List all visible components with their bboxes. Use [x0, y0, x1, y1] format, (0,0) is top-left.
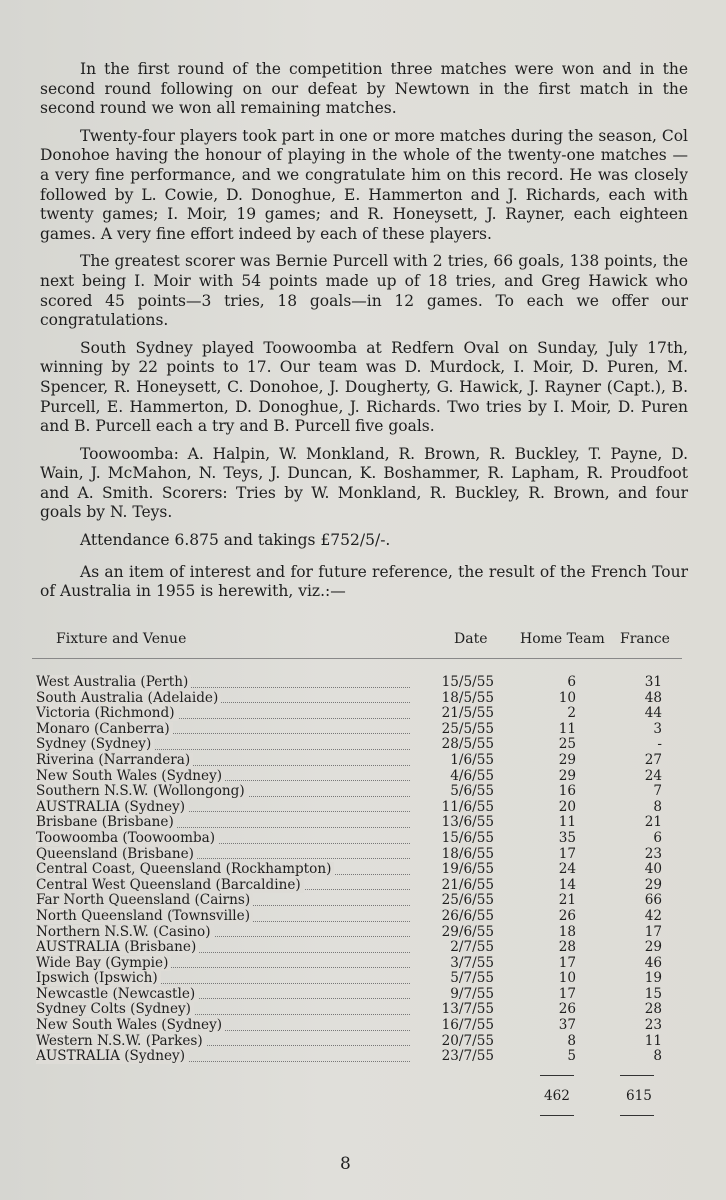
- fixture-name: Northern N.S.W. (Casino): [36, 925, 214, 940]
- home-score-cell: 10: [558, 689, 576, 706]
- fixture-cell: [36, 971, 410, 987]
- fixture-name: South Australia (Adelaide): [36, 691, 221, 706]
- home-score-cell: 8: [567, 1032, 576, 1049]
- home-score-cell: 17: [558, 845, 576, 862]
- france-score-cell: 23: [644, 845, 662, 862]
- fixture-name: Monaro (Canberra): [36, 722, 173, 737]
- table-row: [32, 675, 688, 691]
- date-cell: 29/6/55: [441, 923, 494, 940]
- paragraph: Attendance 6.875 and takings £752/5/-.: [80, 531, 391, 550]
- table-row: [32, 956, 688, 972]
- table-row: [32, 1034, 688, 1050]
- fixture-name: AUSTRALIA (Sydney): [36, 1049, 188, 1064]
- date-cell: 23/7/55: [441, 1048, 494, 1065]
- france-score-cell: 8: [653, 1048, 662, 1065]
- date-cell: 19/6/55: [441, 861, 494, 878]
- fixture-name: Sydney (Sydney): [36, 737, 154, 752]
- fixture-name: Ipswich (Ipswich): [36, 971, 161, 986]
- fixture-cell: [36, 769, 410, 785]
- fixture-name: Victoria (Richmond): [36, 706, 178, 721]
- fixture-name: Wide Bay (Gympie): [36, 956, 171, 971]
- table-row: [32, 847, 688, 863]
- header-home-team: Home Team: [520, 631, 605, 647]
- france-score-cell: 23: [644, 1017, 662, 1034]
- table-row: [32, 1002, 688, 1018]
- date-cell: 1/6/55: [450, 751, 494, 768]
- tour-results-table: [32, 632, 688, 1115]
- date-cell: 5/7/55: [450, 970, 494, 987]
- fixture-cell: [36, 815, 410, 831]
- header-fixture: Fixture and Venue: [56, 631, 187, 647]
- fixture-name: Southern N.S.W. (Wollongong): [36, 784, 248, 799]
- table-row: [32, 706, 688, 722]
- france-score-cell: 27: [644, 751, 662, 768]
- date-cell: 15/6/55: [441, 829, 494, 846]
- date-cell: 16/7/55: [441, 1017, 494, 1034]
- date-cell: 21/5/55: [441, 705, 494, 722]
- date-cell: 11/6/55: [441, 798, 494, 815]
- home-score-cell: 17: [558, 954, 576, 971]
- home-score-cell: 5: [567, 1048, 576, 1065]
- fixture-cell: [36, 987, 410, 1003]
- paragraph: In the first round of the competition three matches were won and in the second round following on our defeat by Newtown in the first match in the second round we won all remaining matches.: [40, 60, 688, 118]
- france-score-cell: 29: [644, 939, 662, 956]
- header-date: Date: [454, 631, 488, 647]
- fixture-name: Riverina (Narrandera): [36, 753, 193, 768]
- paragraph: The greatest scorer was Bernie Purcell with 2 tries, 66 goals, 138 points, the next being I. Moir with 54 points made up of 18 tries, and Greg Hawick who scored 45 points—3 tries, 18 goals—in 12 games. To each we offer our congratulations.: [40, 252, 688, 330]
- fixture-cell: [36, 675, 410, 691]
- france-score-cell: 7: [653, 783, 662, 800]
- home-score-cell: 28: [558, 939, 576, 956]
- home-score-cell: 11: [558, 814, 576, 831]
- france-score-cell: 11: [644, 1032, 662, 1049]
- date-cell: 15/5/55: [441, 674, 494, 690]
- date-cell: 2/7/55: [450, 939, 494, 956]
- france-score-cell: 31: [644, 674, 662, 690]
- table-body: [32, 675, 688, 1065]
- table-row: [32, 737, 688, 753]
- date-cell: 21/6/55: [441, 876, 494, 893]
- table-row: [32, 909, 688, 925]
- paragraph: As an item of interest and for future reference, the result of the French Tour of Australia in 1955 is herewith, viz.:—: [40, 562, 688, 601]
- table-row: [32, 800, 688, 816]
- france-score-cell: 24: [644, 767, 662, 784]
- fixture-cell: [36, 862, 410, 878]
- fixture-name: New South Wales (Sydney): [36, 1018, 225, 1033]
- france-score-cell: 44: [644, 705, 662, 722]
- france-score-cell: 6: [653, 829, 662, 846]
- fixture-cell: [36, 1018, 410, 1034]
- home-score-cell: 18: [558, 923, 576, 940]
- fixture-cell: [36, 909, 410, 925]
- paragraph: South Sydney played Toowoomba at Redfern Oval on Sunday, July 17th, winning by 22 points to 17. Our team was D. Murdock, I. Moir, D. Puren, M. Spencer, R. Honeysett, C. Donohoe, J. Dougherty, G. Hawick, J. Rayner (Capt.), B. Purcell, E. Hammerton, D. Donoghue, J. Richards. Two tries by I. Moir, D. Puren and B. Purcell each a try and B. Purcell five goals.: [40, 338, 688, 436]
- fixture-cell: [36, 722, 410, 738]
- total-rule: [540, 1075, 574, 1076]
- date-cell: 28/5/55: [441, 736, 494, 753]
- fixture-cell: [36, 925, 410, 941]
- date-cell: 18/5/55: [441, 689, 494, 706]
- home-score-cell: 26: [558, 907, 576, 924]
- fixture-cell: [36, 956, 410, 972]
- home-score-cell: 26: [558, 1001, 576, 1018]
- fixture-cell: [36, 706, 410, 722]
- home-score-cell: 21: [558, 892, 576, 909]
- france-score-cell: 48: [644, 689, 662, 706]
- france-score-cell: 42: [644, 907, 662, 924]
- table-row: [32, 878, 688, 894]
- date-cell: 3/7/55: [450, 954, 494, 971]
- totals-row: [32, 1075, 688, 1115]
- home-score-cell: 29: [558, 751, 576, 768]
- fixture-cell: [36, 800, 410, 816]
- fixture-cell: [36, 753, 410, 769]
- fixture-name: Far North Queensland (Cairns): [36, 893, 253, 908]
- body-text: [40, 60, 688, 610]
- table-row: [32, 831, 688, 847]
- date-cell: 18/6/55: [441, 845, 494, 862]
- france-score-cell: 29: [644, 876, 662, 893]
- total-france: 615: [626, 1087, 652, 1104]
- home-score-cell: 2: [567, 705, 576, 722]
- header-france: France: [620, 631, 670, 647]
- table-row: [32, 1049, 688, 1065]
- france-score-cell: 40: [644, 861, 662, 878]
- fixture-name: AUSTRALIA (Brisbane): [36, 940, 199, 955]
- fixture-name: Toowoomba (Toowoomba): [36, 831, 218, 846]
- table-row: [32, 769, 688, 785]
- home-score-cell: 20: [558, 798, 576, 815]
- home-score-cell: 29: [558, 767, 576, 784]
- home-score-cell: 35: [558, 829, 576, 846]
- table-row: [32, 862, 688, 878]
- table-row: [32, 722, 688, 738]
- fixture-cell: [36, 847, 410, 863]
- date-cell: 13/7/55: [441, 1001, 494, 1018]
- date-cell: 9/7/55: [450, 985, 494, 1002]
- france-score-cell: 17: [644, 923, 662, 940]
- fixture-cell: [36, 893, 410, 909]
- total-rule: [620, 1115, 654, 1116]
- france-score-cell: -: [657, 736, 662, 753]
- fixture-cell: [36, 940, 410, 956]
- france-score-cell: 28: [644, 1001, 662, 1018]
- page-number: 8: [340, 1154, 351, 1174]
- france-score-cell: 3: [653, 720, 662, 737]
- paragraph: Twenty-four players took part in one or more matches during the season, Col Donohoe having the honour of playing in the whole of the twenty-one matches — a very fine performance, and we congratulate him on this record. He was closely followed by L. Cowie, D. Donoghue, E. Hammerton and J. Richards, each with twenty games; I. Moir, 19 games; and R. Honeysett, J. Rayner, each eighteen games. A very fine effort indeed by each of these players.: [40, 126, 688, 243]
- home-score-cell: 11: [558, 720, 576, 737]
- france-score-cell: 66: [644, 892, 662, 909]
- table-row: [32, 691, 688, 707]
- table-row: [32, 987, 688, 1003]
- fixture-cell: [36, 1002, 410, 1018]
- fixture-name: Central Coast, Queensland (Rockhampton): [36, 862, 334, 877]
- total-home: 462: [544, 1087, 570, 1104]
- fixture-name: West Australia (Perth): [36, 675, 191, 690]
- table-row: [32, 971, 688, 987]
- fixture-name: Queensland (Brisbane): [36, 847, 197, 862]
- date-cell: 4/6/55: [450, 767, 494, 784]
- paragraph: Toowoomba: A. Halpin, W. Monkland, R. Brown, R. Buckley, T. Payne, D. Wain, J. McMahon, N. Teys, J. Duncan, K. Boshammer, R. Lapham, R. Proudfoot and A. Smith. Scorers: Tries by W. Monkland, R. Buckley, R. Brown, and four goals by N. Teys.: [40, 444, 688, 522]
- table-row: [32, 940, 688, 956]
- date-cell: 26/6/55: [441, 907, 494, 924]
- table-row: [32, 784, 688, 800]
- date-cell: 20/7/55: [441, 1032, 494, 1049]
- table-row: [32, 815, 688, 831]
- home-score-cell: 24: [558, 861, 576, 878]
- date-cell: 25/6/55: [441, 892, 494, 909]
- date-cell: 13/6/55: [441, 814, 494, 831]
- table-row: [32, 925, 688, 941]
- fixture-cell: [36, 737, 410, 753]
- fixture-name: Brisbane (Brisbane): [36, 815, 177, 830]
- table-row: [32, 753, 688, 769]
- fixture-name: Western N.S.W. (Parkes): [36, 1034, 206, 1049]
- fixture-name: Sydney Colts (Sydney): [36, 1002, 194, 1017]
- home-score-cell: 14: [558, 876, 576, 893]
- fixture-name: AUSTRALIA (Sydney): [36, 800, 188, 815]
- france-score-cell: 21: [644, 814, 662, 831]
- fixture-name: Central West Queensland (Barcaldine): [36, 878, 304, 893]
- fixture-name: Newcastle (Newcastle): [36, 987, 198, 1002]
- home-score-cell: 25: [558, 736, 576, 753]
- fixture-cell: [36, 691, 410, 707]
- france-score-cell: 46: [644, 954, 662, 971]
- fixture-cell: [36, 1034, 410, 1050]
- fixture-cell: [36, 1049, 410, 1065]
- total-rule: [620, 1075, 654, 1076]
- header-rule: [32, 658, 682, 659]
- france-score-cell: 19: [644, 970, 662, 987]
- home-score-cell: 10: [558, 970, 576, 987]
- table-row: [32, 893, 688, 909]
- fixture-cell: [36, 784, 410, 800]
- date-cell: 5/6/55: [450, 783, 494, 800]
- table-header: [32, 632, 688, 654]
- home-score-cell: 37: [558, 1017, 576, 1034]
- fixture-name: New South Wales (Sydney): [36, 769, 225, 784]
- france-score-cell: 15: [644, 985, 662, 1002]
- home-score-cell: 6: [567, 674, 576, 690]
- france-score-cell: 8: [653, 798, 662, 815]
- fixture-name: North Queensland (Townsville): [36, 909, 253, 924]
- date-cell: 25/5/55: [441, 720, 494, 737]
- home-score-cell: 16: [558, 783, 576, 800]
- table-row: [32, 1018, 688, 1034]
- home-score-cell: 17: [558, 985, 576, 1002]
- fixture-cell: [36, 831, 410, 847]
- fixture-cell: [36, 878, 410, 894]
- total-rule: [540, 1115, 574, 1116]
